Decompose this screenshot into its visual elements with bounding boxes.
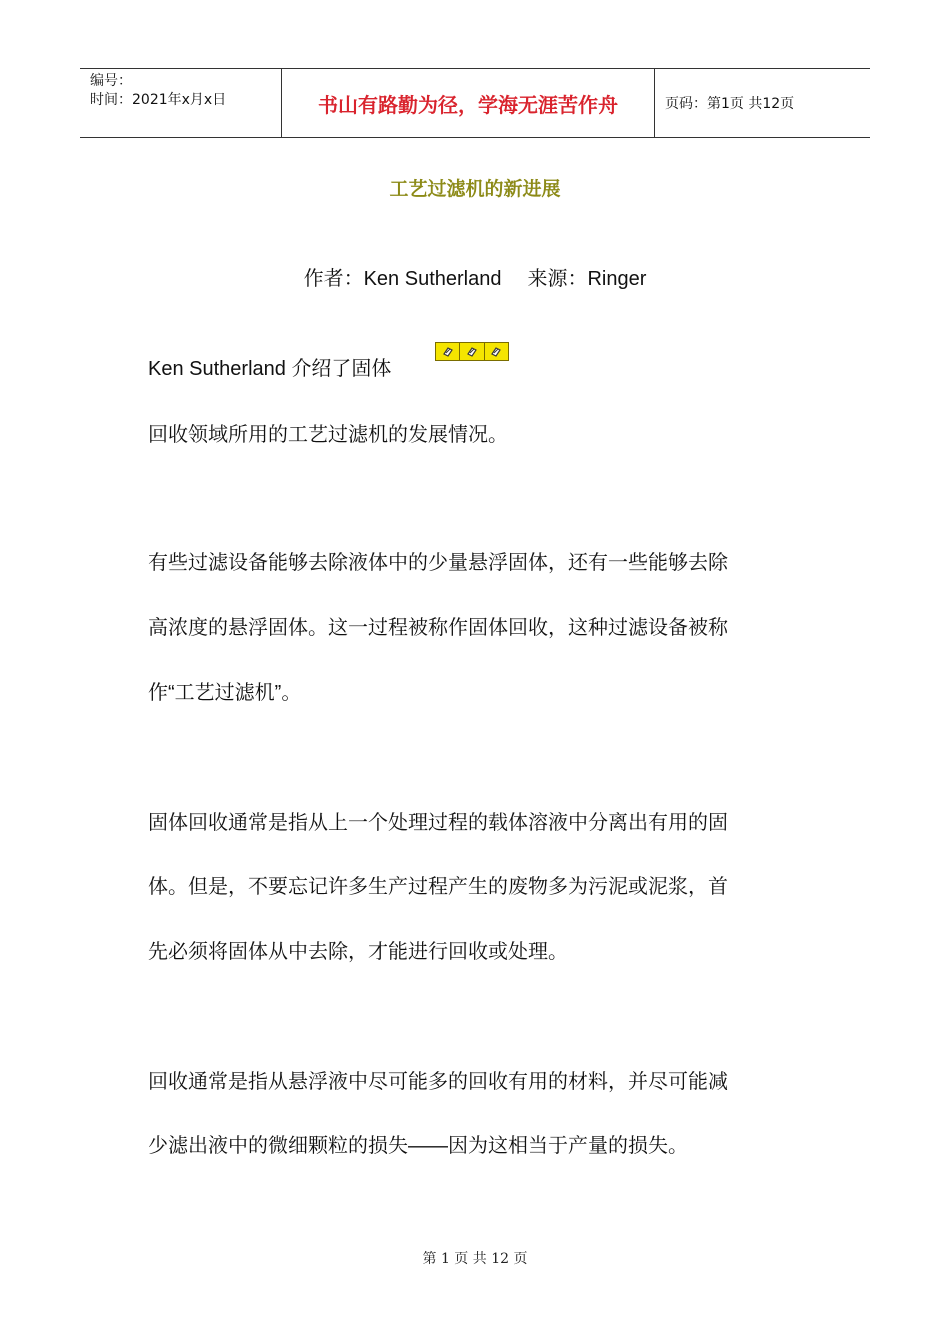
text-line: 回收通常是指从悬浮液中尽可能多的回收有用的材料，并尽可能减	[148, 1071, 728, 1093]
text-line: 少滤出液中的微细颗粒的损失——因为这相当于产量的损失。	[148, 1135, 688, 1157]
link-icon[interactable]	[436, 343, 460, 360]
document-title: 工艺过滤机的新进展	[389, 178, 561, 200]
text-line: Ken Sutherland 介绍了固体	[148, 358, 392, 380]
text-line: 先必须将固体从中去除，才能进行回收或处理。	[148, 941, 568, 963]
page-info: 页码：第1页 共12页	[665, 96, 795, 112]
link-icon[interactable]	[485, 343, 508, 360]
date-label: 时间：2021年x月x日	[90, 92, 227, 108]
number-label: 编号：	[90, 73, 132, 89]
byline-source: 来源：Ringer	[527, 268, 647, 290]
text-line: 回收领域所用的工艺过滤机的发展情况。	[148, 424, 508, 446]
text-line: 作“工艺过滤机”。	[148, 682, 302, 704]
link-icon[interactable]	[460, 343, 484, 360]
text-line: 高浓度的悬浮固体。这一过程被称作固体回收，这种过滤设备被称	[148, 617, 728, 639]
byline	[0, 262, 950, 291]
byline-author: 作者：Ken Sutherland	[303, 268, 502, 290]
text-line: 体。但是，不要忘记许多生产过程产生的废物多为污泥或泥浆，首	[148, 876, 728, 898]
header-page-cell	[655, 69, 870, 137]
inline-icon-strip[interactable]	[435, 342, 509, 361]
motto-text: 书山有路勤为径，学海无涯苦作舟	[318, 92, 618, 117]
page-footer: 第 1 页 共 12 页	[422, 1251, 528, 1267]
text-line: 固体回收通常是指从上一个处理过程的载体溶液中分离出有用的固	[148, 812, 728, 834]
document-header	[80, 68, 870, 138]
header-motto-cell	[282, 69, 655, 137]
text-line: 有些过滤设备能够去除液体中的少量悬浮固体，还有一些能够去除	[148, 552, 728, 574]
header-meta-cell	[80, 69, 282, 137]
